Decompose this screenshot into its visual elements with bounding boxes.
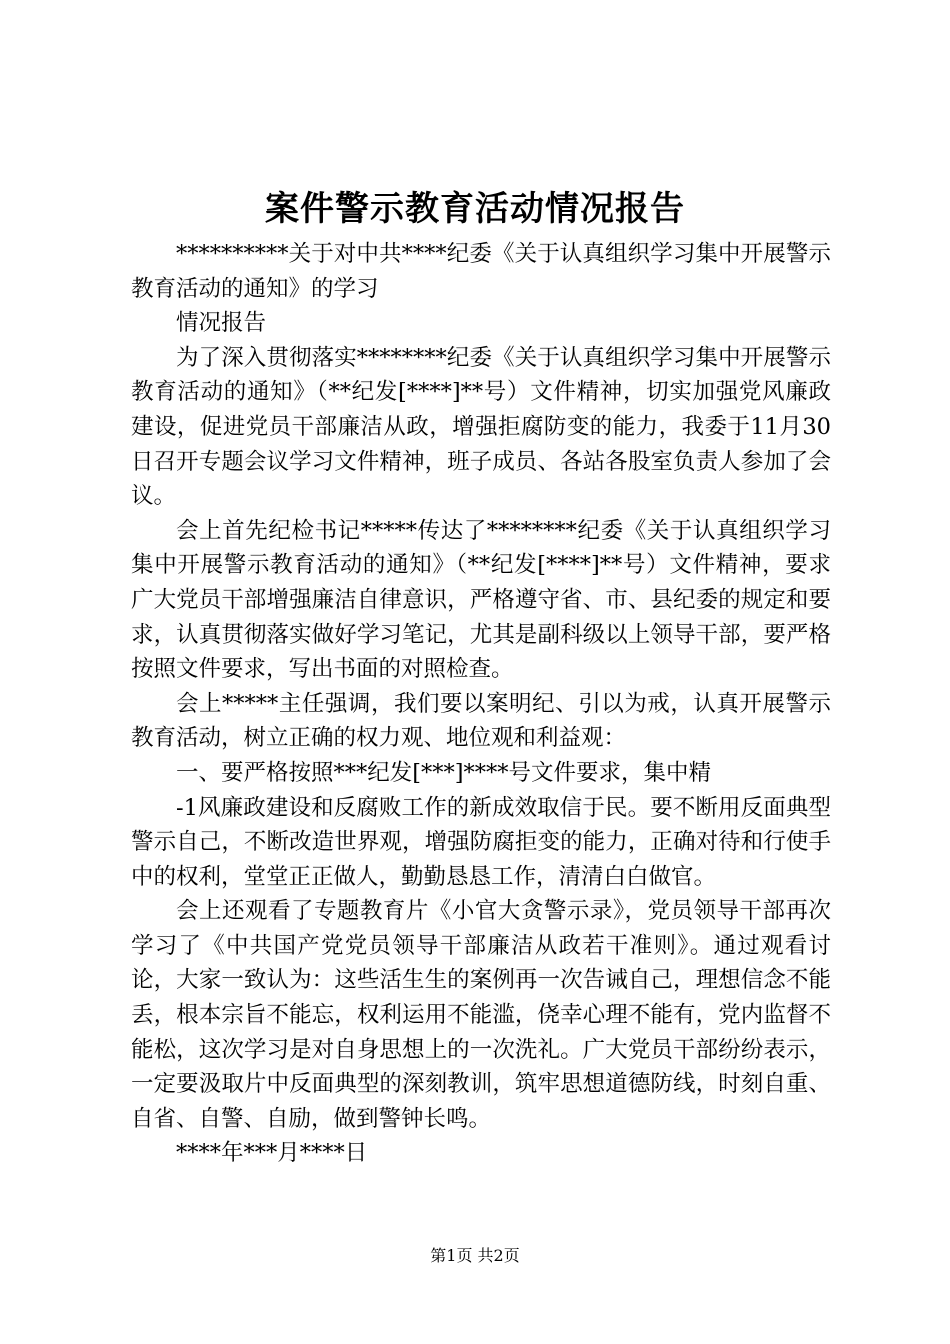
paragraph-point-one-continued: -1风廉政建设和反腐败工作的新成效取信于民。要不断用反面典型警示自己，不断改造世界观，增强防腐拒变的能力，正确对待和行使手中的权利，堂堂正正做人，勤勤恳恳工作，清清白白做官。 bbox=[131, 794, 831, 890]
paragraph-secretary-speech: 会上首先纪检书记*****传达了********纪委《关于认真组织学习集中开展警示教育活动的通知》（**纪发[****]**号）文件精神，要求广大党员干部增强廉洁自律意识，严格遵守省、市、县纪委的规定和要求，认真贯彻落实做好学习笔记，尤其是副科级以上领导干部，要严格按照文件要求，写出书面的对照检查。 bbox=[131, 517, 831, 683]
document-body bbox=[131, 237, 831, 1171]
paragraph-point-one: 一、要严格按照***纪发[***]****号文件要求，集中精 bbox=[176, 759, 712, 786]
paragraph-purpose: 为了深入贯彻落实********纪委《关于认真组织学习集中开展警示教育活动的通知》（**纪发[****]**号）文件精神，切实加强党风廉政建设，促进党员干部廉洁从政，增强拒腐防变的能力，我委于11月30日召开专题会议学习文件精神，班子成员、各站各股室负责人参加了会议。 bbox=[131, 344, 831, 510]
document-title: 案件警示教育活动情况报告 bbox=[265, 189, 685, 229]
paragraph-report-heading: 情况报告 bbox=[176, 310, 267, 337]
page-footer: 第1页 共2页 bbox=[430, 1246, 520, 1265]
paragraph-intro: **********关于对中共****纪委《关于认真组织学习集中开展警示教育活动的通知》的学习 bbox=[131, 241, 831, 302]
paragraph-director-emphasis: 会上*****主任强调，我们要以案明纪、引以为戒，认真开展警示教育活动，树立正确的权力观、地位观和利益观： bbox=[131, 690, 831, 752]
paragraph-date: ****年***月****日 bbox=[176, 1140, 368, 1167]
paragraph-film-viewing: 会上还观看了专题教育片《小官大贪警示录》，党员领导干部再次学习了《中共国产党党员领导干部廉洁从政若干准则》。通过观看讨论，大家一致认为：这些活生生的案例再一次告诫自己，理想信念不能丢，根本宗旨不能忘，权利运用不能滥，侥幸心理不能有，党内监督不能松，这次学习是对自身思想上的一次洗礼。广大党员干部纷纷表示，一定要汲取片中反面典型的深刻教训，筑牢思想道德防线，时刻自重、自省、自警、自励，做到警钟长鸣。 bbox=[131, 898, 831, 1132]
